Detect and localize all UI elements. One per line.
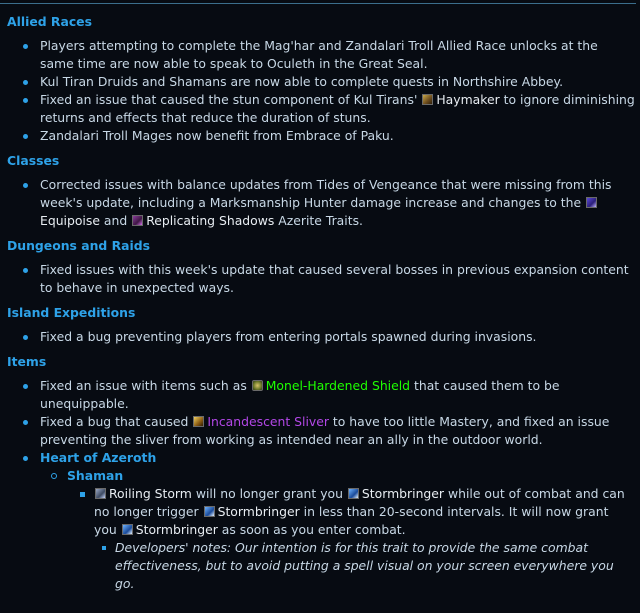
- haymaker-icon: [422, 94, 433, 105]
- classes-list: [7, 176, 635, 230]
- stormbringer-icon: [122, 524, 133, 535]
- list-item: Fixed issues with this week's update that caused several bosses in previous expansion content to behave in unexpected ways.: [7, 261, 635, 297]
- haymaker-link[interactable]: Haymaker: [436, 92, 500, 107]
- stormbringer-icon: [348, 488, 359, 499]
- roiling-storm-icon: [95, 488, 106, 499]
- allied-races-list: [7, 37, 635, 145]
- list-item: Roiling Storm will no longer grant you Stormbringer while out of combat and can no longer trigger Stormbringer in less than 20-second intervals. It will now grant you Stormbringer as soon as you enter combat. Developers' notes: Our intention is for this trait to provide the same combat effectiveness, but to avoid putting a spell visual on your screen everywhere you go.: [67, 485, 635, 593]
- list-item: Fixed an issue with items such as Monel-Hardened Shield that caused them to be unequippable.: [7, 377, 635, 413]
- equipoise-icon: [586, 197, 597, 208]
- monel-hardened-shield-icon: [252, 380, 263, 391]
- list-item: Players attempting to complete the Mag'har and Zandalari Troll Allied Race unlocks at the same time are now able to speak to Oculeth in the Great Seal.: [7, 37, 635, 73]
- list-item-heart-of-azeroth: [7, 449, 635, 593]
- shaman-title: Shaman: [67, 468, 124, 483]
- island-expeditions-list: [7, 328, 635, 346]
- incandescent-sliver-icon: [193, 416, 204, 427]
- heading-allied-races: Allied Races: [7, 14, 92, 29]
- heading-classes: Classes: [7, 153, 60, 168]
- list-item: Corrected issues with balance updates from Tides of Vengeance that were missing from this week's update, including a Marksmanship Hunter damage increase and changes to the Equipoise and Replicating Shadows Azerite Traits.: [7, 176, 635, 230]
- list-item: Fixed a bug that caused Incandescent Sliver to have too little Mastery, and fixed an issue preventing the sliver from working as intended near an ally in the outdoor world.: [7, 413, 635, 449]
- replicating-shadows-icon: [132, 215, 143, 226]
- stormbringer-link[interactable]: Stormbringer: [217, 504, 300, 519]
- heading-dungeons-raids: Dungeons and Raids: [7, 238, 150, 253]
- developers-notes: Developers' notes: Our intention is for this trait to provide the same combat effectiveness, but to avoid putting a spell visual on your screen everywhere you go.: [115, 540, 614, 591]
- list-item: Zandalari Troll Mages now benefit from Embrace of Paku.: [7, 127, 635, 145]
- list-item: Fixed a bug preventing players from entering portals spawned during invasions.: [7, 328, 635, 346]
- heart-of-azeroth-title: Heart of Azeroth: [40, 450, 157, 465]
- items-list: [7, 377, 635, 593]
- replicating-shadows-link[interactable]: Replicating Shadows: [146, 213, 275, 228]
- heart-sublist: [40, 467, 635, 593]
- list-item-shaman: [40, 467, 635, 593]
- top-divider: [0, 3, 636, 4]
- stormbringer-link[interactable]: Stormbringer: [361, 486, 445, 501]
- list-item: [94, 539, 635, 593]
- notes-sublist: [94, 539, 635, 593]
- list-item: Fixed an issue that caused the stun component of Kul Tirans' Haymaker to ignore diminishing returns and effects that reduce the duration of stuns.: [7, 91, 635, 127]
- heading-items: Items: [7, 354, 47, 369]
- incandescent-sliver-link[interactable]: Incandescent Sliver: [207, 414, 329, 429]
- monel-hardened-shield-link[interactable]: Monel-Hardened Shield: [265, 378, 411, 393]
- shaman-sublist: [67, 485, 635, 593]
- stormbringer-icon: [204, 506, 215, 517]
- roiling-storm-link[interactable]: Roiling Storm: [109, 486, 192, 501]
- equipoise-link[interactable]: Equipoise: [40, 213, 100, 228]
- patch-notes: [7, 13, 635, 593]
- dungeons-list: [7, 261, 635, 297]
- heading-island-expeditions: Island Expeditions: [7, 305, 136, 320]
- stormbringer-link[interactable]: Stormbringer: [135, 522, 218, 537]
- list-item: Kul Tiran Druids and Shamans are now able to complete quests in Northshire Abbey.: [7, 73, 635, 91]
